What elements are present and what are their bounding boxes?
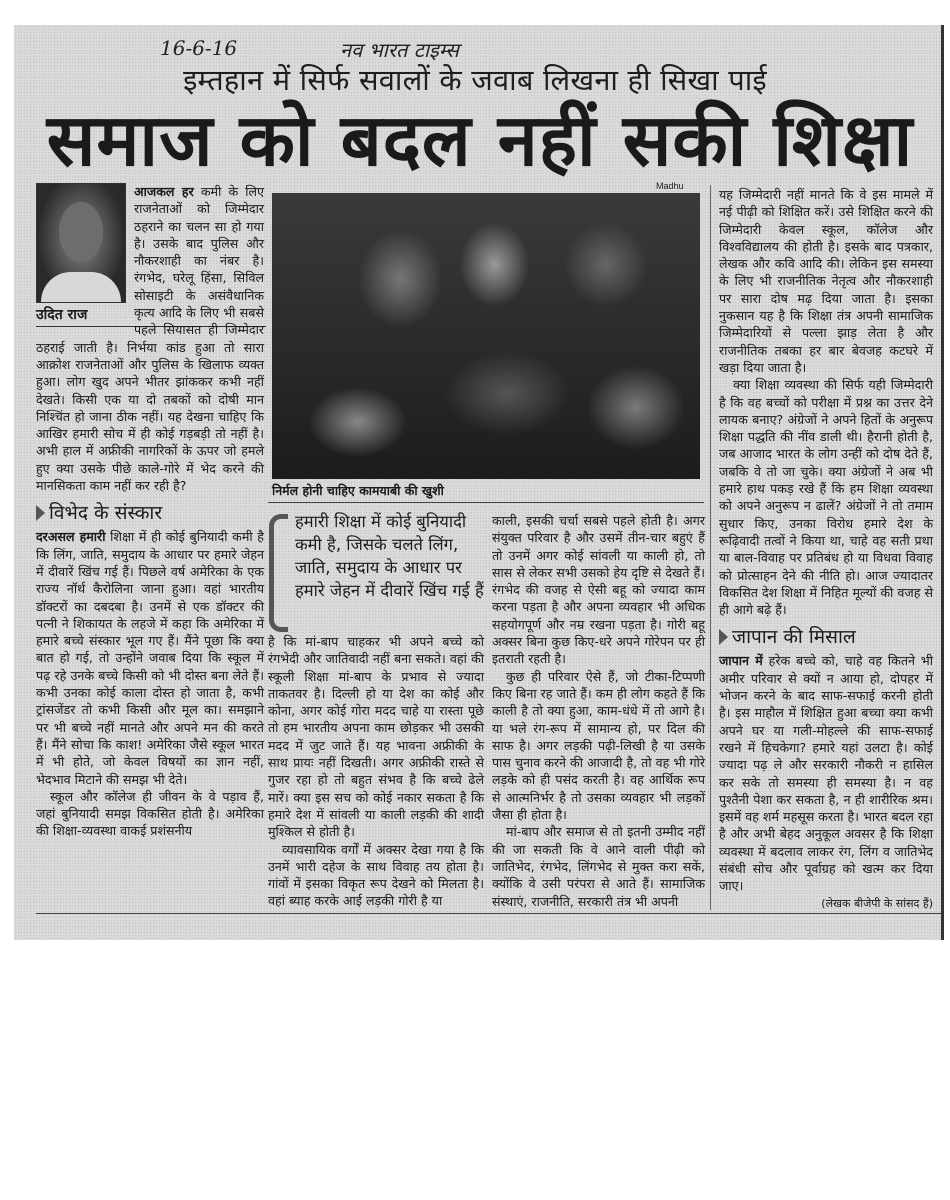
- headline: समाज को बदल नहीं सकी शिक्षा: [46, 98, 914, 182]
- handwritten-date: 16-6-16: [160, 36, 238, 60]
- author-block: [36, 183, 128, 327]
- paragraph: स्कूल और कॉलेज ही जीवन के वे पड़ाव हैं, जहां बुनियादी समझ विकसित होती है। अमेरिका की शिक्षा-व्यवस्था वाकई प्रशंसनीय: [36, 788, 264, 839]
- paragraph: काली, इसकी चर्चा सबसे पहले होती है। अगर संयुक्त परिवार है और उसमें तीन-चार बहुएं हैं तो उनमें अगर कोई सांवली या काली हो, तो सास से लेकर सभी उसको हेय दृष्टि से देखते हैं। रंगभेद की वजह से ऐसी बहू को ज्यादा काम करना पड़ता है और अपना व्यवहार भी अधिक सहयोगपूर्ण और नम्र रखना पड़ता है। गोरी बहू अक्सर बिना कुछ किए-धरे अपने गोरेपन पर ही इतराती रहती है।: [492, 513, 705, 667]
- column-3: [492, 512, 705, 910]
- subheadline: इम्तहान में सिर्फ सवालों के जवाब लिखना ही सिखा पाई: [183, 63, 767, 97]
- section-heading: विभेद के संस्कार: [36, 502, 264, 524]
- column-4: [719, 186, 933, 912]
- section-heading: जापान की मिसाल: [719, 626, 933, 648]
- author-photo: [36, 183, 126, 303]
- bracket-decoration-icon: [269, 514, 288, 632]
- author-name: उदित राज: [36, 307, 266, 327]
- photo-credit: Madhu: [656, 181, 684, 191]
- paragraph: आजकल हर कमी के लिए राजनेताओं को जिम्मेदार ठहराने का चलन सा हो गया है। उसके बाद पुलिस और नौकरशाही का नंबर है। रंगभेद, घरेलू हिंसा, सिविल सोसाइटी के असंवैधानिक कृत्य आदि के लिए भी सबसे पहले सियासत ही जिम्मेदार ठहराई जाती है। निर्भया कांड हुआ तो सारा आक्रोश राजनेताओं और पुलिस के खिलाफ व्यक्त हुआ। लोग खुद अपने भीतर झांककर कभी नहीं देखते। किसी एक या दो तबकों को दोषी मान निश्चिंत हो जाना ठीक नहीं। यह देखना चाहिए कि आखिर हमारी सोच में ही कोई गड़बड़ी तो नहीं है। अभी हाल में अफ्रीकी नागरिकों के ऊपर जो हमले हुए क्या उसके पीछे काले-गोरे में भेद करने की मानसिकता काम नहीं कर रही है?: [36, 184, 264, 494]
- handwritten-newspaper-name: नव भारत टाइम्स: [340, 38, 459, 62]
- pull-quote: हमारी शिक्षा में कोई बुनियादी कमी है, जिसके चलते लिंग, जाति, समुदाय के आधार पर हमारे जेहन में दीवारें खिंच गई हैं: [265, 510, 487, 628]
- paragraph: कुछ ही परिवार ऐसे हैं, जो टीका-टिप्पणी किए बिना रह जाते हैं। कम ही लोग कहते हैं कि काली है तो क्या हुआ, काम-धंधे में तो आगे है। या भले रंग-रूप में सामान्य हो, पर दिल की साफ है। अगर लड़की पढ़ी-लिखी है या उसके पास चुनाव करने की आजादी है, तो वह भी गोरे लड़के को ही पसंद करती है। वह आर्थिक रूप से आत्मनिर्भर है तो उसका व्यवहार भी लड़कों जैसा ही होता है।: [492, 668, 705, 823]
- scan-border: [941, 25, 944, 940]
- paragraph: क्या शिक्षा व्यवस्था की सिर्फ यही जिम्मेदारी है कि वह बच्चों को परीक्षा में प्रश्न का उत्तर देने लायक बनाए? अंग्रेजों ने अपने हितों के अनुरूप शिक्षा पद्धति की नींव डाली थी। हैरानी होती है, जब आजाद भारत के लोग उन्हीं को दोष देते हैं, जबकि वे तो जा चुके। क्या अंग्रेजों ने अब भी हमारे हाथ पकड़ रखे हैं कि हम शिक्षा व्यवस्था को अपने अनुरूप न ढालें? अंग्रेजों ने तो तमाम सुधार किए, उनका विरोध हमारे देश के रूढ़िवादी तत्वों ने किया था, चाहे वह सती प्रथा या बाल-विवाह पर प्रतिबंध हो या विधवा विवाह को प्रोत्साहन देने की नीति हो। आज ज्यादातर विकसित देश शिक्षा में निहित मूल्यों की वजह से ही आगे बढ़े हैं।: [719, 377, 933, 618]
- paragraph: यह जिम्मेदारी नहीं मानते कि वे इस मामले में नई पीढ़ी को शिक्षित करें। उसे शिक्षित करने की जिम्मेदारी केवल स्कूल, कॉलेज और विश्वविद्यालय की होती है। इसके बाद पत्रकार, लेखक और कवि आदि की। लेकिन इस समस्या के लिए भी राजनीतिक नेतृत्व और नौकरशाही पर सारा दोष मढ़ दिया जाता है। इसका नुकसान यह है कि शिक्षा तंत्र अपनी सामाजिक जिम्मेदारियों से पल्ला झाड़ लेता है और राजनीतिक तबका हर बार बेवजह कटघरे में खड़ा दिया जाता है।: [719, 187, 933, 375]
- paragraph: दरअसल हमारी शिक्षा में ही कोई बुनियादी कमी है कि लिंग, जाति, समुदाय के आधार पर हमारे जेहन में दीवारें खिंच गई हैं। पिछले वर्ष अमेरिका के एक राज्य नॉर्थ कैरोलिना जाना हुआ। वहां भारतीय डॉक्टरों का दबदबा है। उनमें से एक डॉक्टर की पत्नी ने शिकायत के लहजे में कहा कि अमेरिका में हमारे बच्चे संस्कार भूल गए हैं। मैंने पूछा कि क्या बात हो गई, तो उन्होंने जवाब दिया कि स्कूल में पढ़ रहे उनके बच्चे किसी को भी दोस्त बना लेते हैं। कभी उनका कोई काला दोस्त हो जाता है, कभी ट्रांसजेंडर तो कभी किसी और मूल का। समझाने पर भी बच्चे नहीं मानते और अपने मन की करते हैं। मैंने सोचा कि काश! अमेरिका जैसे स्कूल भारत में भी होते, जो केवल विषयों का ज्ञान नहीं, भेदभाव मिटाने की समझ भी देते।: [36, 529, 264, 787]
- triangle-bullet-icon: [719, 629, 728, 645]
- author-note: (लेखक बीजेपी के सांसद हैं): [821, 896, 933, 910]
- bottom-rule: [36, 913, 941, 914]
- paragraph: जापान में हरेक बच्चे को, चाहे वह कितने भी अमीर परिवार से क्यों न आया हो, दोपहर में भोजन करने के बाद साफ-सफाई करनी होती है। इस माहौल में शिक्षित हुआ बच्चा क्या कभी अपने घर या गली-मोहल्ले की साफ-सफाई रखने में हिचकेगा? हमारे यहां उलटा है। कोई ज्यादा पढ़ ले और सरकारी नौकरी न हासिल कर सके तो समस्या ही समस्या है। न वह पुश्तैनी पेशा कर सकता है, न ही शारीरिक श्रम। इसमें वह शर्म महसूस करता है। भारत बदल रहा है और अभी बेहद अनुकूल अवसर है कि शिक्षा व्यवस्था में बदलाव लाकर रंग, लिंग व जातिभेद संबंधी सोच और पूर्वाग्रह को खत्म कर दिया जाए।: [719, 653, 933, 894]
- column-2: [268, 633, 484, 910]
- triangle-bullet-icon: [36, 505, 45, 521]
- paragraph: व्यावसायिक वर्गों में अक्सर देखा गया है कि उनमें भारी दहेज के साथ विवाह तय होता है। गांवों में इसका विकृत रूप देखने को मिलता है। वहां ब्याह करके आई लड़की गोरी है या: [268, 841, 484, 909]
- column-1: [36, 183, 264, 840]
- news-photo-students-celebrating: [272, 193, 700, 479]
- photo-caption: निर्मल होनी चाहिए कामयाबी की खुशी: [272, 483, 444, 498]
- divider: [268, 502, 704, 503]
- paragraph: है कि मां-बाप चाहकर भी अपने बच्चे को रंगभेदी और जातिवादी नहीं बना सकते। वहां की स्कूली शिक्षा मां-बाप के प्रभाव से ज्यादा ताकतवर है। दिल्ली हो या देश का कोई और कोना, अगर कोई गोरा मदद चाहे या रास्ता पूछे तो हम भारतीय अपना काम छोड़कर भी उसकी मदद में जुट जाते हैं। यह भावना अफ्रीकी के साथ प्रायः नहीं दिखती। अगर अफ्रीकी रास्ते से गुजर रहा हो तो बहुत संभव है कि बच्चे ढेले मारें। क्या इस सच को कोई नकार सकता है कि हमारे देश में सांवली या काली लड़की की शादी मुश्किल से होती है।: [268, 634, 484, 840]
- paragraph: मां-बाप और समाज से तो इतनी उम्मीद नहीं की जा सकती कि वे आने वाली पीढ़ी को जातिभेद, रंगभेद, लिंगभेद से मुक्त करा सकें, क्योंकि वे उसी परंपरा से आते हैं। सामाजिक संस्थाएं, राजनीति, सरकारी तंत्र भी अपनी: [492, 824, 705, 909]
- column-divider: [710, 185, 711, 910]
